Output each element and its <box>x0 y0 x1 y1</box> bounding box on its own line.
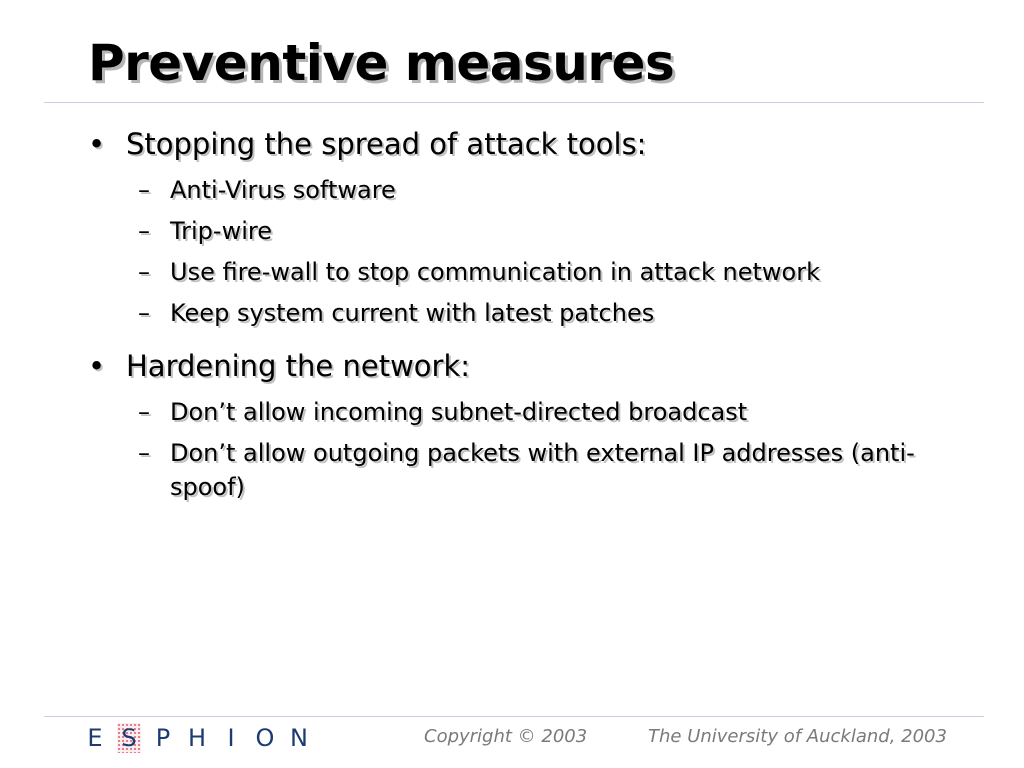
bullet-marker: • <box>88 127 106 161</box>
sub-item <box>88 214 968 248</box>
sub-item <box>88 173 968 207</box>
logo-letter: I <box>227 724 235 752</box>
dash-marker: – <box>138 258 150 286</box>
dash-marker: – <box>138 217 150 245</box>
slide-title: Preventive measures <box>88 34 675 92</box>
bullet-marker: • <box>88 349 106 383</box>
logo-letter-highlighted: S <box>117 723 141 753</box>
sub-item <box>88 255 968 289</box>
bullet-text: Stopping the spread of attack tools: <box>126 127 647 161</box>
sub-list-stopping-spread <box>88 173 968 330</box>
sub-item-text: Use fire-wall to stop communication in attack network <box>170 258 820 286</box>
footer-copyright: Copyright © 2003 <box>424 726 588 747</box>
title-divider <box>44 102 984 103</box>
dash-marker: – <box>138 439 150 467</box>
logo-letter: E <box>87 724 103 752</box>
esphion-logo <box>78 722 316 754</box>
logo-letter: O <box>255 724 275 752</box>
sub-item <box>88 395 968 429</box>
sub-item-text: Don’t allow incoming subnet-directed broadcast <box>170 398 748 426</box>
bullet-stopping-spread <box>88 122 968 166</box>
dash-marker: – <box>138 176 150 204</box>
footer-divider <box>44 716 984 717</box>
dash-marker: – <box>138 299 150 327</box>
footer-university: The University of Auckland, 2003 <box>648 726 947 747</box>
sub-item-text: Don’t allow outgoing packets with external IP addresses (anti-spoof) <box>170 439 915 501</box>
sub-item <box>88 436 968 504</box>
bullet-text: Hardening the network: <box>126 349 471 383</box>
sub-list-hardening-network <box>88 395 968 504</box>
dash-marker: – <box>138 398 150 426</box>
logo-letter: P <box>155 724 171 752</box>
logo-letter: N <box>290 724 308 752</box>
sub-item-text: Anti-Virus software <box>170 176 396 204</box>
sub-item-text: Trip-wire <box>170 217 272 245</box>
sub-item <box>88 296 968 330</box>
bullet-hardening-network <box>88 344 968 388</box>
sub-item-text: Keep system current with latest patches <box>170 299 655 327</box>
logo-letter: H <box>187 724 207 752</box>
slide-content <box>88 122 968 518</box>
